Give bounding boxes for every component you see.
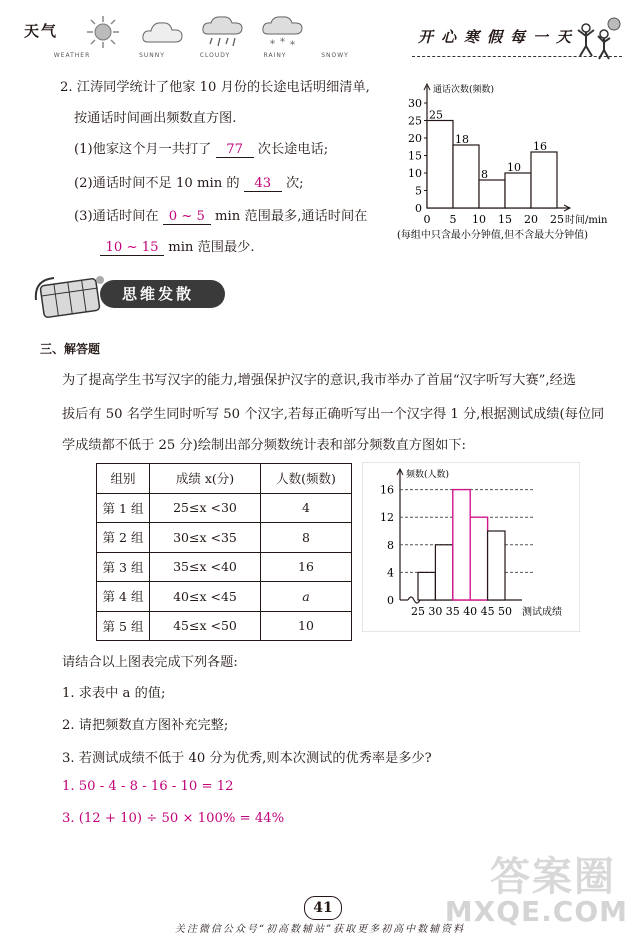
y-axis-label: 通话次数(频数) bbox=[433, 85, 495, 95]
bar-data-label: 18 bbox=[455, 133, 469, 146]
x-axis-label: 时间/min bbox=[565, 215, 608, 226]
x-tick-label: 25 bbox=[411, 605, 425, 618]
table-row bbox=[97, 611, 352, 641]
table-cell: 25≤x <30 bbox=[150, 493, 261, 523]
histogram-bar bbox=[435, 545, 452, 600]
y-tick-label: 20 bbox=[408, 132, 422, 145]
table-cell: 第 2 组 bbox=[97, 523, 150, 553]
q2-part-2-suffix: 次; bbox=[285, 176, 304, 191]
histogram-bar bbox=[470, 517, 487, 600]
chart-note: (每组中只含最小分钟值,但不含最大分钟值) bbox=[397, 230, 588, 241]
weather-label: RAINY bbox=[263, 52, 287, 59]
histogram-bar bbox=[418, 572, 435, 600]
histogram-bar bbox=[505, 173, 531, 208]
problem-line-2: 拔后有 50 名学生同时听写 50 个汉字,若每正确听写出一个汉字得 1 分,根据测试成绩(每位同 bbox=[62, 407, 605, 422]
table-cell: 8 bbox=[261, 523, 352, 553]
x-tick-label: 20 bbox=[524, 213, 538, 226]
q2-answer-2: 43 bbox=[244, 176, 282, 192]
q2-part-3-prefix: (3)通话时间在 bbox=[74, 209, 159, 224]
q2-answer-1: 77 bbox=[216, 142, 254, 158]
questions-intro: 请结合以上图表完成下列各题: bbox=[62, 655, 238, 670]
x-tick-label: 35 bbox=[445, 605, 460, 618]
table-cell: 45≤x <50 bbox=[150, 611, 261, 641]
svg-text:*: * bbox=[290, 40, 295, 50]
table-cell: 35≤x <40 bbox=[150, 552, 261, 582]
page-number: 41 bbox=[304, 896, 342, 920]
kids-icon bbox=[572, 16, 622, 62]
weather-label: CLOUDY bbox=[199, 52, 231, 59]
y-tick-label: 5 bbox=[415, 184, 422, 198]
watermark-logo: 答案圈 bbox=[490, 854, 616, 900]
y-tick-label: 0 bbox=[387, 594, 394, 607]
problem-line-3: 学成绩都不低于 25 分)绘制出部分频数统计表和部分频数直方图如下: bbox=[62, 438, 466, 453]
table-header-cell: 人数(频数) bbox=[261, 464, 352, 494]
x-tick-label: 25 bbox=[550, 213, 564, 226]
q2-stem-line-2: 按通话时间画出频数直方图. bbox=[74, 111, 237, 126]
y-tick-label: 25 bbox=[408, 114, 422, 128]
x-tick-label: 15 bbox=[498, 213, 512, 226]
section-title: 三、解答题 bbox=[40, 342, 101, 356]
call-duration-histogram bbox=[395, 80, 630, 245]
q2-stem-line-1: 2. 江涛同学统计了他家 10 月份的长途电话明细清单, bbox=[60, 80, 370, 95]
table-header-cell: 成绩 x(分) bbox=[150, 464, 261, 494]
y-tick-label: 8 bbox=[387, 538, 394, 552]
banner-title: 开心寒假每一天 bbox=[418, 28, 580, 46]
question-2: 2. 请把频数直方图补充完整; bbox=[62, 718, 229, 733]
cloud-icon bbox=[140, 14, 186, 50]
table-cell: 30≤x <35 bbox=[150, 523, 261, 553]
q2-part-3-suffix: min 范围最多,通话时间在 bbox=[215, 209, 368, 224]
y-axis-label: 频数(人数) bbox=[406, 470, 450, 480]
q2-answer-4: 10 ~ 15 bbox=[100, 240, 164, 256]
y-tick-label: 30 bbox=[408, 97, 422, 110]
weather-label: WEATHER bbox=[53, 52, 91, 59]
weather-item bbox=[74, 14, 165, 59]
section-banner: 思维发散 bbox=[100, 280, 225, 308]
svg-text:*: * bbox=[270, 39, 275, 50]
watermark-url: MXQE.COM bbox=[444, 895, 628, 928]
histogram-bar bbox=[453, 490, 470, 600]
table-cell: 第 1 组 bbox=[97, 493, 150, 523]
y-tick-label: 10 bbox=[408, 167, 422, 180]
svg-text:*: * bbox=[280, 37, 285, 48]
x-tick-label: 10 bbox=[472, 213, 486, 226]
x-tick-label: 0 bbox=[423, 213, 431, 226]
frequency-table bbox=[96, 463, 352, 641]
q2-part-3 bbox=[74, 205, 367, 225]
table-cell: 16 bbox=[261, 552, 352, 582]
table-cell: 40≤x <45 bbox=[150, 582, 261, 612]
bar-data-label: 16 bbox=[533, 140, 547, 153]
table-row bbox=[97, 523, 352, 553]
q2-part-1-prefix: (1)他家这个月一共打了 bbox=[74, 142, 212, 157]
y-tick-label: 16 bbox=[380, 483, 394, 497]
bar-data-label: 25 bbox=[429, 108, 443, 122]
x-tick-label: 50 bbox=[498, 605, 512, 618]
table-cell: 第 4 组 bbox=[97, 582, 150, 612]
weather-strip bbox=[14, 14, 349, 62]
histogram-bar bbox=[479, 180, 505, 208]
question-1: 1. 求表中 a 的值; bbox=[62, 686, 166, 701]
table-row bbox=[97, 552, 352, 582]
score-histogram bbox=[362, 462, 580, 632]
histogram-bar bbox=[488, 531, 505, 600]
q2-answer-3: 0 ~ 5 bbox=[163, 209, 211, 225]
answer-3: 3. (12 + 10) ÷ 50 × 100% = 44% bbox=[62, 811, 285, 826]
q2-part-3b bbox=[100, 236, 255, 256]
y-tick-label: 15 bbox=[408, 149, 422, 163]
table-cell: a bbox=[261, 582, 352, 612]
weather-label: SUNNY bbox=[139, 52, 165, 59]
table-cell: 4 bbox=[261, 493, 352, 523]
histogram-bar bbox=[453, 145, 479, 208]
table-header-cell: 组别 bbox=[97, 464, 150, 494]
x-tick-label: 40 bbox=[463, 605, 478, 618]
x-axis-label: 测试成绩 bbox=[522, 607, 562, 618]
weather-title: 天气 bbox=[24, 22, 59, 40]
histogram-bar bbox=[427, 121, 453, 209]
bar-data-label: 8 bbox=[481, 168, 488, 181]
page-banner bbox=[412, 16, 622, 62]
rain-icon bbox=[200, 14, 246, 50]
table-cell: 第 5 组 bbox=[97, 611, 150, 641]
q2-part-2 bbox=[74, 172, 304, 192]
y-tick-label: 4 bbox=[387, 566, 394, 580]
table-row bbox=[97, 493, 352, 523]
sun-icon bbox=[83, 14, 123, 50]
table-header-row bbox=[97, 464, 352, 494]
q2-part-1 bbox=[74, 138, 328, 158]
snow-icon bbox=[260, 14, 306, 50]
question-3: 3. 若测试成绩不低于 40 分为优秀,则本次测试的优秀率是多少? bbox=[62, 751, 432, 766]
y-tick-label: 0 bbox=[415, 202, 422, 215]
table-cell: 10 bbox=[261, 611, 352, 641]
bar-data-label: 10 bbox=[507, 161, 521, 174]
answer-1: 1. 50 - 4 - 8 - 16 - 10 = 12 bbox=[62, 779, 234, 794]
x-tick-label: 30 bbox=[428, 605, 443, 618]
footer-note: 关注微信公众号“初高数辅站”获取更多初高中数辅资料 bbox=[174, 924, 466, 935]
q2-part-2-prefix: (2)通话时间不足 10 min 的 bbox=[74, 176, 240, 191]
table-cell: 第 3 组 bbox=[97, 552, 150, 582]
histogram-bar bbox=[531, 152, 557, 208]
weather-label: SNOWY bbox=[321, 52, 349, 59]
x-tick-label: 45 bbox=[480, 605, 495, 618]
q2-part-1-suffix: 次长途电话; bbox=[257, 142, 329, 157]
table-row bbox=[97, 582, 352, 612]
q2-part-3b-suffix: min 范围最少. bbox=[168, 240, 255, 255]
y-tick-label: 12 bbox=[380, 511, 394, 525]
x-tick-label: 5 bbox=[449, 213, 457, 226]
problem-line-1: 为了提高学生书写汉字的能力,增强保护汉字的意识,我市举办了首届“汉字听写大赛”,经选 bbox=[62, 373, 576, 388]
